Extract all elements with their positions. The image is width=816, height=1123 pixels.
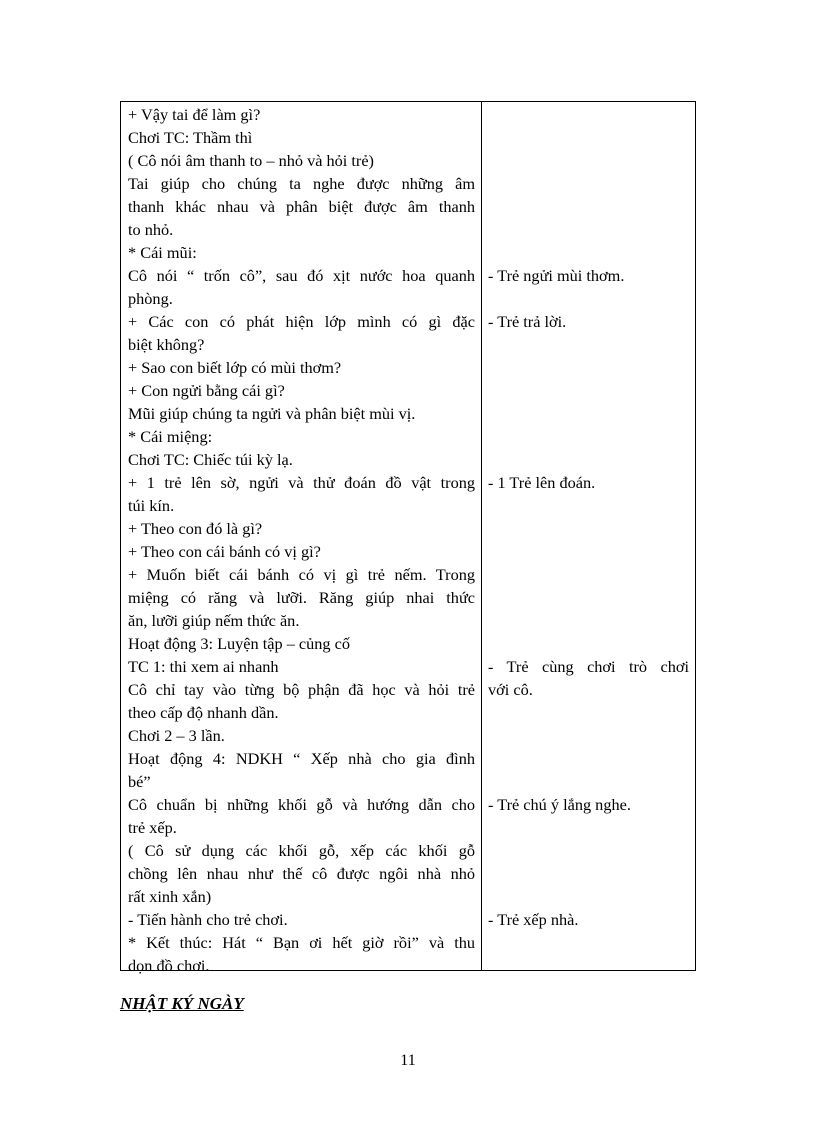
child-activities-column — [482, 102, 695, 970]
left-line: + Các con có phát hiện lớp mình có gì đặc — [128, 312, 475, 331]
teacher-activities-column — [121, 102, 482, 975]
right-line: - Trẻ ngửi mùi thơm. — [488, 266, 625, 285]
left-line: Mũi giúp chúng ta ngửi và phân biệt mùi vị. — [128, 404, 416, 423]
left-line: + Theo con đó là gì? — [128, 519, 263, 538]
left-line: bé” — [128, 772, 151, 791]
left-line: + Theo con cái bánh có vị gì? — [128, 542, 321, 561]
left-line: miệng có răng và lưỡi. Răng giúp nhai thức — [128, 588, 475, 607]
left-line: - Tiến hành cho trẻ chơi. — [128, 910, 288, 929]
right-line: với cô. — [488, 680, 533, 699]
activity-table — [120, 101, 696, 975]
left-line: Chơi TC: Chiếc túi kỳ lạ. — [128, 450, 293, 469]
left-line: * Kết thúc: Hát “ Bạn ơi hết giờ rồi” và thu — [128, 933, 475, 952]
page-number: 11 — [400, 1052, 416, 1069]
left-line: Tai giúp cho chúng ta nghe được những âm — [128, 174, 475, 193]
left-line: ( Cô sử dụng các khối gỗ, xếp các khối gỗ — [128, 841, 475, 860]
left-line: + Muốn biết cái bánh có vị gì trẻ nếm. Trong — [128, 565, 475, 584]
right-line: - Trẻ cùng chơi trò chơi — [488, 657, 689, 676]
left-line: thanh khác nhau và phân biệt được âm thanh — [128, 197, 475, 216]
left-line: + Con ngửi bằng cái gì? — [128, 381, 285, 400]
left-line: TC 1: thi xem ai nhanh — [128, 657, 279, 676]
left-line: túi kín. — [128, 496, 175, 515]
left-line: to nhỏ. — [128, 220, 174, 239]
left-line: theo cấp độ nhanh dần. — [128, 703, 279, 722]
right-line: - Trẻ trả lời. — [488, 312, 567, 331]
left-line: ăn, lưỡi giúp nếm thức ăn. — [128, 611, 300, 630]
right-line: - Trẻ xếp nhà. — [488, 910, 579, 929]
left-line: Chơi TC: Thầm thì — [128, 128, 253, 147]
left-line: Hoạt động 4: NDKH “ Xếp nhà cho gia đình — [128, 749, 475, 768]
left-line: biệt không? — [128, 335, 205, 354]
left-line: trẻ xếp. — [128, 818, 177, 837]
left-line: rất xinh xắn) — [128, 887, 212, 906]
left-line: Hoạt động 3: Luyện tập – củng cố — [128, 634, 351, 653]
left-line: * Cái miệng: — [128, 427, 213, 446]
left-line: + 1 trẻ lên sờ, ngửi và thử đoán đồ vật trong — [128, 473, 475, 492]
right-line: - Trẻ chú ý lắng nghe. — [488, 795, 631, 814]
diary-title: NHẬT KÝ NGÀY — [120, 994, 244, 1013]
left-line: + Sao con biết lớp có mùi thơm? — [128, 358, 342, 377]
left-line: * Cái mũi: — [128, 243, 197, 262]
left-line: dọn đồ chơi. — [128, 956, 210, 975]
left-line: Chơi 2 – 3 lần. — [128, 726, 225, 745]
right-line: - 1 Trẻ lên đoán. — [488, 473, 596, 492]
left-line: Cô chỉ tay vào từng bộ phận đã học và hỏi trẻ — [128, 680, 475, 699]
left-line: Cô chuẩn bị những khối gỗ và hướng dẫn cho — [128, 795, 475, 814]
left-line: ( Cô nói âm thanh to – nhỏ và hỏi trẻ) — [128, 151, 374, 170]
left-line: chồng lên nhau như thế cô được ngôi nhà nhỏ — [128, 864, 475, 883]
left-line: phòng. — [128, 289, 173, 308]
left-line: Cô nói “ trốn cô”, sau đó xịt nước hoa quanh — [128, 266, 475, 285]
left-line: + Vậy tai để làm gì? — [128, 105, 261, 124]
